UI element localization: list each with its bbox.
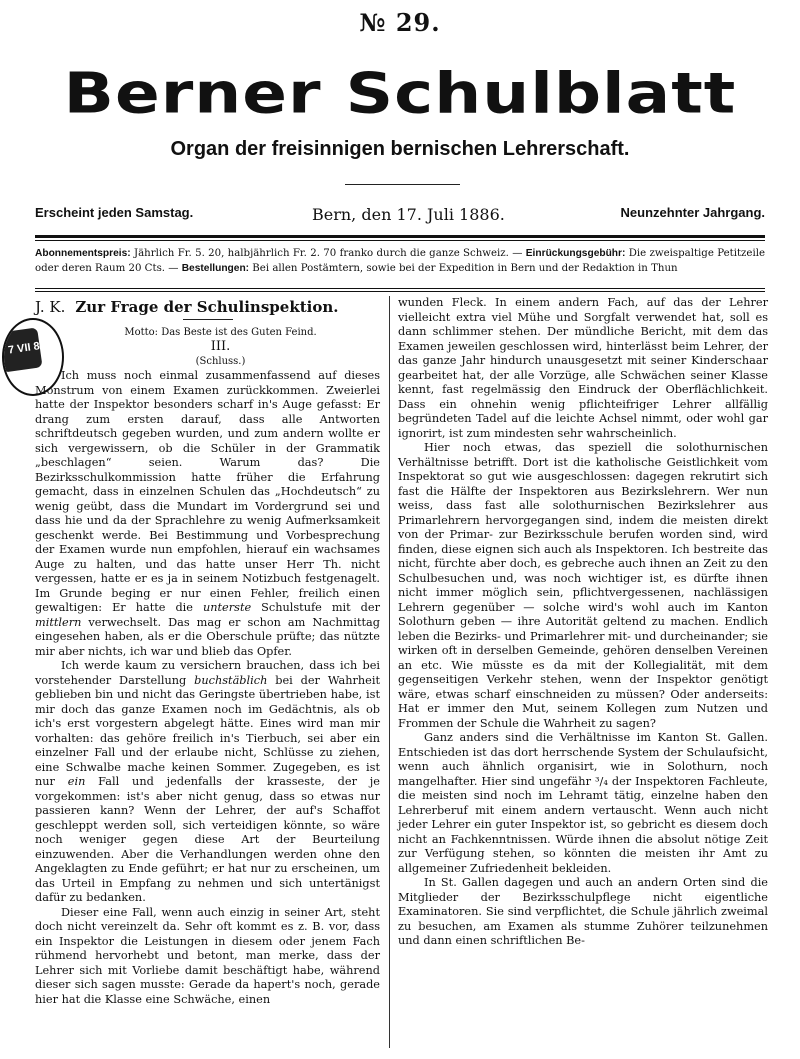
body-rule-top (35, 288, 765, 289)
paragraph: Hier noch etwas, das speziell die solothurnischen Verhältnisse betrifft. Dort ist die katholische Geistlichkeit vom Inspektorat so gut wie ausgeschlossen: dagegen rekrutirt sich fast die Hälfte der Inspektoren aus Bezirkslehrern. Wer nun weiss, dass fast alle solothurnischen Bezirkslehrer aus Primarlehrern hervorgegangen sind, indem die meisten direkt von der Primar- zur Bezirksschule berufen worden sind, wird finden, diese eignen sich auch als Inspektoren. Ich bestreite das nicht, fürchte aber doch, es gebreche auch ihnen an Zeit zu den Schulbesuchen und, was noch wichtiger ist, es dürfte ihnen nicht immer möglich sein, pflichtvergessenen, nachlässigen Lehrern gegenüber — solche wird's wohl auch im Kanton Solothurn geben — ihre Autorität geltend zu machen. Endlich leben die Bezirks- und Primarlehrer mit- und durcheinander; sie wirken oft in derselben Gemeinde, gehören denselben Vereinen an etc. Wie müsste es da mit der Kollegialität, mit dem gegenseitigen Verkehr stehen, wenn der Inspektor genötigt wäre, etwas scharf einschneiden zu müssen? Oder anderseits: Hat er immer den Mut, seinem Kollegen zum Nutzen und Frommen der Schule die Wahrheit zu sagen? (398, 441, 768, 730)
paragraph: Ganz anders sind die Verhältnisse im Kanton St. Gallen. Entschieden ist das dort herrschende System der Schulaufsicht, wenn auch ähnlich organisirt, wie in Solothurn, noch mangelhafter. Hier sind ungefähr ³/₄ der Inspektoren Fachleute, die meisten sind noch im Lehramt tätig, einzelne haben den Lehrerberuf mit einem andern vertauscht. Wenn auch nicht jeder Lehrer ein guter Inspektor ist, so gebricht es diesem doch nicht an Fachkenntnissen. Würde ihnen die absolut nötige Zeit zur Verfügung stehen, so könnten die meisten ihr Amt zu allgemeiner Zufriedenheit bekleiden. (398, 731, 768, 875)
section-number: III. (210, 339, 231, 354)
paragraph: Dieser eine Fall, wenn auch einzig in seiner Art, steht doch nicht vereinzelt da. Sehr oft kommt es z. B. vor, dass ein Inspektor die Leistungen in diesem oder jenem Fach rühmend hervorhebt und betont, man merke, dass der Lehrer sich mit Vorliebe damit beschäftigt habe, während dieser sich sagen musste: Gerade da hapert's noch, gerade hier hat die Klasse eine Schwäche, einen (35, 905, 380, 1006)
heading-divider (183, 319, 233, 320)
subscription-price-text: Jährlich Fr. 5. 20, halbjährlich Fr. 2. 70 franko durch die ganze Schweiz. — (130, 248, 526, 259)
paragraph: wunden Fleck. In einem andern Fach, auf das der Lehrer vielleicht extra viel Mühe und Sorgfalt verwendet hat, soll es dann schlimmer stehen. Der mündliche Bericht, mit dem das Examen jeweilen geschlossen wird, hinterlässt beim Lehrer, der das ganze Jahr hindurch unausgesetzt mit seiner Kinderschaar gearbeitet hat, der alle Vorzüge, alle Schwächen seiner Klasse kennt, fast regelmässig den Eindruck der Oberflächlichkeit. Dass ein ohnehin wenig pflichteifriger Lehrer allfällig begründeten Tadel auf die leichte Achsel nimmt, oder wohl gar ignorirt, ist zum mindesten sehr wahrscheinlich. (398, 296, 768, 440)
header-rule-thin (35, 240, 765, 241)
ad-fee-text: Die zweispaltige Petitzeile oder deren Raum 20 Cts. — (35, 248, 766, 274)
paragraph: Ich muss noch einmal zusammenfassend auf dieses Monstrum von einem Examen zurückkommen. Zweierlei hatte der Inspektor besonders scharf in's Auge gefasst: Er drang zum ersten darauf, dass alle Antworten schriftdeutsch gegeben wurden, und zum andern wollte er sich vergewissern, ob die Schüler in der Grammatik „beschlagen“ seien. Warum das? Die Bezirksschulkommission hatte früher die Erfahrung gemacht, dass in einzelnen Schulen das „Hochdeutsch“ zu wenig geübt, dass die Mundart im Vordergrund sei und dass hie und da der Sprachlehre zu wenig Aufmerksamkeit geschenkt werde. Bei Bestimmung und Vorbesprechung der Examen wurde nun empfohlen, hierauf ein wachsames Auge zu halten, und das hatte unser Herr Th. nicht vergessen, hatte er es ja in seinem Notizbuch festgenagelt. Im Grunde beging er nur einen Fehler, freilich einen gewaltigen: Er hatte die unterste Schulstufe mit der mittlern verwechselt. Das mag er schon am Nachmittag eingesehen haben, als er die Oberschule prüfte; das nützte mir aber nichts, ich war und blieb das Opfer. (35, 369, 381, 658)
newspaper-title: Berner Schulblatt (63, 60, 737, 127)
subscription-notice (35, 246, 765, 276)
subscription-price-label: Abonnementspreis: (35, 248, 131, 259)
column-divider (389, 296, 390, 1048)
publication-volume: Neunzehnter Jahrgang. (620, 205, 765, 220)
publication-frequency: Erscheint jeden Samstag. (35, 205, 194, 220)
article-title: Zur Frage der Schulinspektion. (75, 298, 339, 316)
article-author: J. K. (35, 298, 66, 316)
newspaper-subtitle: Organ der freisinnigen bernischen Lehrerschaft. (170, 138, 630, 160)
orders-text: Bei allen Postämtern, sowie bei der Expedition in Bern und der Redaktion in Thun (249, 263, 678, 274)
stamp-date: 7 VII 86 (7, 339, 47, 357)
article-heading (35, 300, 380, 315)
paragraph: In St. Gallen dagegen und auch an andern Orten sind die Mitglieder der Bezirksschulpflege nicht eigentliche Examinatoren. Sie sind verpflichtet, die Schule jährlich zweimal zu besuchen, am Examen als stumme Zuhörer teilzunehmen und dann einen schriftlichen Be- (398, 876, 768, 947)
publication-date: Bern, den 17. Juli 1886. (312, 205, 505, 224)
header-rule-thick (35, 235, 765, 238)
ad-fee-label: Einrückungsgebühr: (525, 248, 626, 259)
issue-number: № 29. (359, 8, 441, 37)
article-motto: Motto: Das Beste ist des Guten Feind. (124, 326, 317, 338)
section-note: (Schluss.) (195, 355, 246, 367)
paragraph: Ich werde kaum zu versichern brauchen, dass ich bei vorstehender Darstellung buchstäblich bei der Wahrheit geblieben bin und nicht das Geringste übertrieben habe, ist mir doch das ganze Examen noch im Gedächtnis, als ob ich's erst vorgestern abgelegt hätte. Eines wird man mir vorhalten: das gehöre freilich in's Tierbuch, sei aber ein einzelner Fall und der erlaube nicht, Schlüsse zu ziehen, eine Schwalbe mache keinen Sommer. Zugegeben, es ist nur ein Fall und jedenfalls der krasseste, der je vorgekommen: ist's aber nicht genug, dass so etwas nur passieren kann? Wenn der Lehrer, der auf's Schaffot geschleppt werden soll, sich verteidigen könnte, so wäre noch weniger gegen diese Art der Beurteilung einzuwenden. Aber die Verhandlungen werden ohne den Angeklagten zu Ende geführt; er hat nur zu erscheinen, um das Urteil in Empfang zu nehmen und sich untertänigst dafür zu bedanken. (35, 659, 380, 904)
masthead-divider (345, 184, 460, 185)
article-column-right (398, 296, 768, 949)
orders-label: Bestellungen: (181, 263, 250, 274)
article-column-left (35, 296, 380, 1007)
body-rule-bottom (35, 291, 765, 292)
